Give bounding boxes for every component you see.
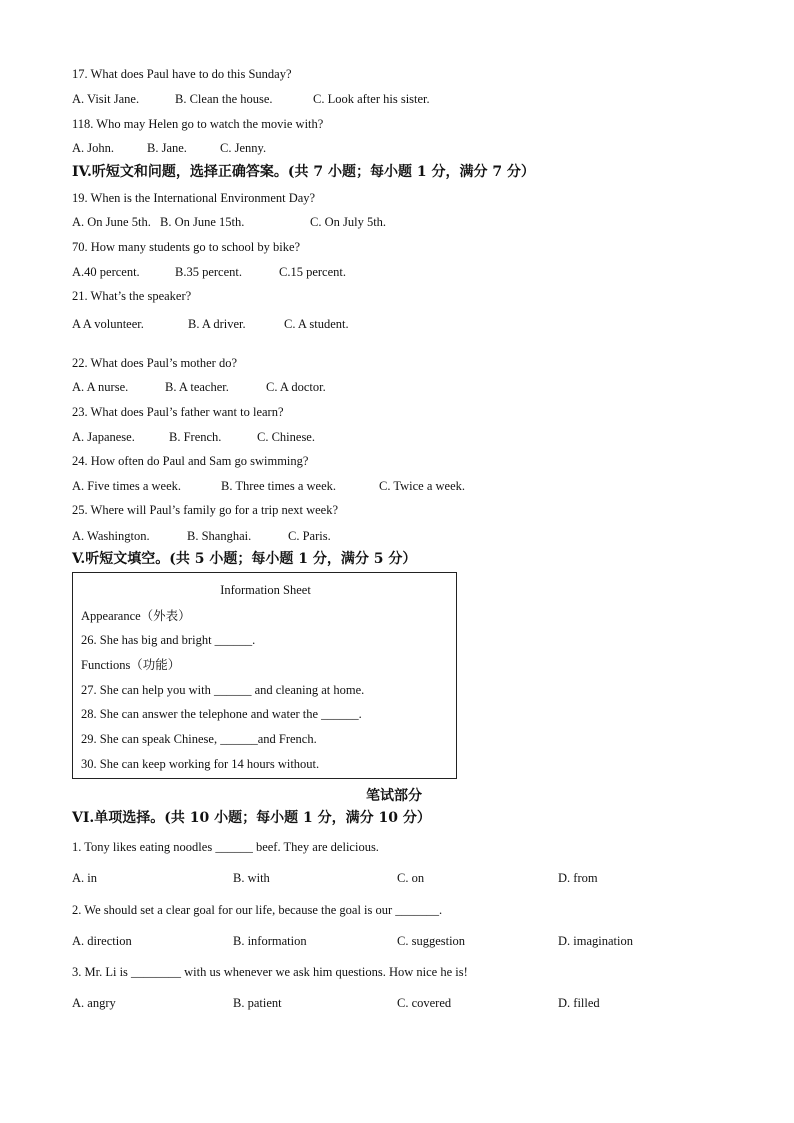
written-part-label: 笔试部分 xyxy=(366,788,422,804)
blank-28: 28. She can answer the telephone and water the ______. xyxy=(81,707,362,721)
option-b: B. A teacher. xyxy=(165,380,229,394)
option-a: A. direction xyxy=(72,934,132,948)
question-22-options xyxy=(72,379,326,395)
question-21: 21. What’s the speaker? xyxy=(72,289,192,303)
question-19: 19. When is the International Environment Day? xyxy=(72,191,316,205)
option-b: B. patient xyxy=(233,996,282,1010)
option-d: D. filled xyxy=(558,996,600,1010)
option-a: A. On June 5th. xyxy=(72,215,151,229)
question-20-options xyxy=(72,264,346,280)
blank-29: 29. She can speak Chinese, ______and French. xyxy=(81,732,317,746)
option-c: C. suggestion xyxy=(397,934,466,948)
option-c: C. Twice a week. xyxy=(379,479,466,493)
appearance-label: Appearance（外表） xyxy=(81,609,191,623)
question-25-options xyxy=(72,528,331,544)
question-20: 70. How many students go to school by bike? xyxy=(72,240,301,254)
option-c: C. Paris. xyxy=(288,529,331,543)
question-23: 23. What does Paul’s father want to learn? xyxy=(72,405,284,419)
option-d: D. imagination xyxy=(558,934,633,948)
question-25: 25. Where will Paul’s family go for a trip next week? xyxy=(72,503,339,517)
option-a: A. angry xyxy=(72,996,116,1010)
option-a: A. Visit Jane. xyxy=(72,92,140,106)
option-a: A. in xyxy=(72,871,97,885)
question-23-options xyxy=(72,429,315,445)
question-17: 17. What does Paul have to do this Sunday? xyxy=(72,67,292,81)
question-24: 24. How often do Paul and Sam go swimming? xyxy=(72,454,309,468)
question-19-options xyxy=(72,214,386,230)
option-c: C. On July 5th. xyxy=(310,215,387,229)
option-c: C. A student. xyxy=(284,317,349,331)
option-a: A A volunteer. xyxy=(72,317,144,331)
option-b: B. Jane. xyxy=(147,141,187,155)
option-c: C. Look after his sister. xyxy=(313,92,430,106)
option-c: C. Jenny. xyxy=(220,141,267,155)
question-18: 118. Who may Helen go to watch the movie with? xyxy=(72,117,324,131)
option-a: A. John. xyxy=(72,141,115,155)
blank-27: 27. She can help you with ______ and cleaning at home. xyxy=(81,683,365,697)
option-c: C.15 percent. xyxy=(279,265,346,279)
option-b: B. Clean the house. xyxy=(175,92,273,106)
option-a: A. Japanese. xyxy=(72,430,135,444)
written-question-2: 2. We should set a clear goal for our life, because the goal is our _______. xyxy=(72,903,443,917)
written-question-3: 3. Mr. Li is ________ with us whenever we ask him questions. How nice he is! xyxy=(72,965,468,979)
functions-label: Functions（功能） xyxy=(81,658,181,672)
option-c: C. Chinese. xyxy=(257,430,315,444)
option-b: B. Three times a week. xyxy=(221,479,337,493)
option-a: A.40 percent. xyxy=(72,265,140,279)
option-b: B. A driver. xyxy=(188,317,246,331)
written-question-1: 1. Tony likes eating noodles ______ beef. They are delicious. xyxy=(72,840,379,854)
section-5-heading: V.听短文填空。(共 5 小题；每小题 1 分，满分 5 分） xyxy=(72,551,417,567)
option-b: B. Shanghai. xyxy=(187,529,252,543)
option-b: B. information xyxy=(233,934,307,948)
question-18-options xyxy=(72,140,266,156)
option-b: B. French. xyxy=(169,430,222,444)
section-4-heading: IV.听短文和问题，选择正确答案。(共 7 小题；每小题 1 分，满分 7 分） xyxy=(72,164,535,180)
question-22: 22. What does Paul’s mother do? xyxy=(72,356,238,370)
option-b: B.35 percent. xyxy=(175,265,242,279)
option-b: B. On June 15th. xyxy=(160,215,245,229)
blank-26: 26. She has big and bright ______. xyxy=(81,633,256,647)
option-a: A. A nurse. xyxy=(72,380,129,394)
option-b: B. with xyxy=(233,871,270,885)
blank-30: 30. She can keep working for 14 hours without. xyxy=(81,757,320,771)
option-a: A. Five times a week. xyxy=(72,479,182,493)
option-a: A. Washington. xyxy=(72,529,150,543)
option-c: C. covered xyxy=(397,996,452,1010)
info-sheet-title: Information Sheet xyxy=(220,583,311,597)
option-c: C. on xyxy=(397,871,425,885)
option-d: D. from xyxy=(558,871,598,885)
question-24-options xyxy=(72,478,465,494)
information-sheet-box xyxy=(72,572,457,779)
option-c: C. A doctor. xyxy=(266,380,326,394)
question-21-options xyxy=(72,316,349,332)
question-17-options xyxy=(72,91,430,107)
section-6-heading: VI.单项选择。(共 10 小题；每小题 1 分，满分 10 分） xyxy=(72,810,431,826)
